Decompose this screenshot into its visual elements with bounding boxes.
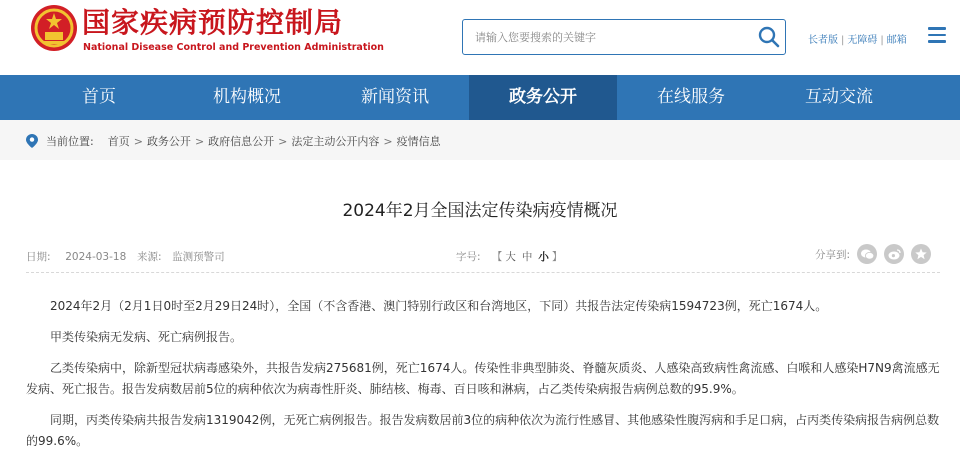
accessibility-link[interactable]: 无障碍	[847, 35, 878, 46]
search-icon[interactable]	[757, 25, 781, 49]
article-meta	[26, 249, 225, 264]
wechat-icon[interactable]	[857, 244, 877, 264]
elderly-mode-link[interactable]: 长者版	[808, 35, 838, 46]
nav-item-news[interactable]: 新闻资讯	[361, 87, 429, 107]
share-label: 分享到:	[815, 248, 851, 261]
font-size-selector: 字号: 【 大 中 小 】	[456, 251, 563, 263]
site-logo-subtitle: National Disease Control and Prevention Administration	[83, 42, 384, 53]
breadcrumb-item-home[interactable]: 首页	[107, 135, 130, 148]
article-paragraph: 同期，丙类传染病共报告发病1319042例，无死亡病例报告。报告发病数居前3位的病种依次为流行性感冒、其他感染性腹泻病和手足口病，占丙类传染病报告病例总数的99.6%。	[26, 413, 940, 448]
font-size-small[interactable]: 小	[538, 251, 549, 263]
breadcrumb-item-epidemic-info[interactable]: 疫情信息	[396, 135, 441, 148]
font-size-medium[interactable]: 中	[521, 251, 533, 263]
search-input[interactable]	[463, 20, 753, 54]
breadcrumb-separator: >	[194, 134, 205, 148]
main-nav	[0, 75, 960, 120]
breadcrumb-item-info-disclosure[interactable]: 政府信息公开	[208, 135, 275, 148]
article-title: 2024年2月全国法定传染病疫情概况	[342, 201, 618, 221]
breadcrumb-bar	[0, 120, 960, 160]
nav-item-home[interactable]: 首页	[82, 87, 116, 107]
nav-item-online-services[interactable]: 在线服务	[657, 87, 725, 107]
publish-date: 2024-03-18	[65, 251, 127, 263]
nav-item-interaction[interactable]: 互动交流	[805, 87, 873, 107]
national-emblem-icon[interactable]	[30, 4, 78, 52]
nav-item-organization[interactable]: 机构概况	[213, 87, 281, 107]
meta-divider	[26, 272, 940, 273]
qzone-icon[interactable]	[911, 244, 931, 264]
font-size-label: 字号:	[456, 251, 481, 263]
article-paragraph: 2024年2月（2月1日0时至2月29日24时），全国（不含香港、澳门特别行政区和台湾地区，下同）共报告法定传染病1594723例，死亡1674人。	[50, 299, 828, 313]
link-separator: |	[880, 35, 884, 46]
source-label: 来源:	[136, 251, 162, 263]
nav-item-government-affairs[interactable]: 政务公开	[469, 75, 617, 120]
top-links	[808, 31, 907, 46]
breadcrumb-item-government-affairs[interactable]: 政务公开	[146, 135, 191, 148]
search-box	[462, 19, 786, 55]
article	[0, 160, 960, 468]
article-source: 监测预警司	[172, 251, 225, 263]
breadcrumb	[26, 133, 441, 149]
site-header	[0, 0, 960, 75]
article-body	[26, 296, 940, 462]
mailbox-link[interactable]: 邮箱	[886, 35, 907, 46]
breadcrumb-separator: >	[383, 134, 393, 148]
article-paragraph: 乙类传染病中，除新型冠状病毒感染外，共报告发病275681例，死亡1674人。传染性非典型肺炎、脊髓灰质炎、人感染高致病性禽流感、白喉和人感染H7N9禽流感无发病、死亡报告。报告发病数居前5位的病种依次为病毒性肝炎、肺结核、梅毒、百日咳和淋病，占乙类传染病报告病例总数的95.9%。	[26, 361, 940, 396]
location-pin-icon	[26, 134, 38, 148]
breadcrumb-separator: >	[133, 134, 143, 148]
font-size-large[interactable]: 大	[505, 251, 516, 263]
hamburger-menu-icon[interactable]	[928, 27, 946, 43]
weibo-icon[interactable]	[884, 244, 904, 264]
article-paragraph: 甲类传染病无发病、死亡病例报告。	[50, 330, 243, 344]
link-separator: |	[841, 35, 845, 46]
breadcrumb-label: 当前位置:	[46, 135, 94, 148]
site-logo-title[interactable]: 国家疾病预防控制局	[82, 6, 344, 39]
breadcrumb-item-statutory-content[interactable]: 法定主动公开内容	[291, 135, 380, 148]
date-label: 日期:	[26, 251, 51, 263]
breadcrumb-separator: >	[278, 134, 288, 148]
share-bar	[815, 244, 931, 264]
